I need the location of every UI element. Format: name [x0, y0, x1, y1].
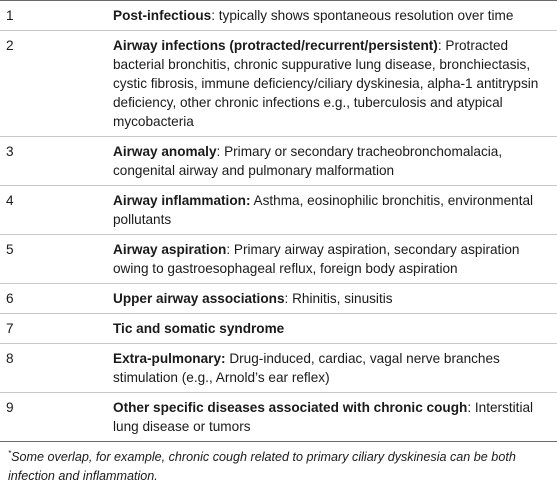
- footnote-marker: *: [8, 448, 12, 458]
- row-description: [113, 314, 557, 344]
- row-term: Airway infections (protracted/recurrent/persistent): [113, 38, 438, 53]
- row-term: Other specific diseases associated with chronic cough: [113, 400, 468, 415]
- row-description: [113, 284, 557, 314]
- table-row: [0, 393, 557, 442]
- row-description: [113, 137, 557, 186]
- row-text: typically shows spontaneous resolution over time: [214, 8, 514, 23]
- row-description: [113, 1, 557, 31]
- footnote-text: Some overlap, for example, chronic cough related to primary ciliary dyskinesia can be both infection and inflammation.: [8, 450, 516, 483]
- row-separator: :: [437, 38, 442, 53]
- table-footnote: [8, 448, 555, 486]
- row-text: Rhinitis, sinusitis: [288, 291, 393, 306]
- row-description: [113, 344, 557, 393]
- row-description: [113, 31, 557, 137]
- row-number: 4: [0, 186, 113, 235]
- row-description: [113, 235, 557, 284]
- table-row: [0, 31, 557, 137]
- row-number: 8: [0, 344, 113, 393]
- row-term: Post-infectious: [113, 8, 212, 23]
- row-number: 3: [0, 137, 113, 186]
- row-text: Primary airway aspiration, secondary aspiration owing to gastroesophageal reflux, foreign body aspiration: [113, 242, 520, 276]
- row-separator: :: [467, 400, 472, 415]
- table-row: [0, 344, 557, 393]
- row-text: Interstitial lung disease or tumors: [113, 400, 534, 434]
- row-text: Primary or secondary tracheobronchomalacia, congenital airway and pulmonary malformation: [113, 144, 503, 178]
- row-text: Protracted bacterial bronchitis, chronic suppurative lung disease, bronchiectasis, cystic fibrosis, immune deficiency/ciliary dyskinesia, alpha-1 antitrypsin deficiency, other chronic infections e.g., tuberculosis and atypical mycobacteria: [113, 38, 539, 129]
- row-separator: :: [284, 291, 289, 306]
- table-row: [0, 137, 557, 186]
- row-number: 5: [0, 235, 113, 284]
- table-row: [0, 284, 557, 314]
- row-description: [113, 186, 557, 235]
- table-row: [0, 186, 557, 235]
- table-row: [0, 314, 557, 344]
- table-row: [0, 235, 557, 284]
- row-number: 7: [0, 314, 113, 344]
- row-number: 2: [0, 31, 113, 137]
- row-term: Airway inflammation:: [113, 193, 251, 208]
- row-description: [113, 393, 557, 442]
- row-term: Airway aspiration: [113, 242, 227, 257]
- row-term: Upper airway associations: [113, 291, 285, 306]
- row-term: Tic and somatic syndrome: [113, 321, 285, 336]
- row-separator: :: [226, 242, 231, 257]
- row-number: 6: [0, 284, 113, 314]
- row-text: Drug-induced, cardiac, vagal nerve branches stimulation (e.g., Arnold’s ear reflex): [113, 351, 500, 385]
- row-number: 9: [0, 393, 113, 442]
- row-term: Airway anomaly: [113, 144, 217, 159]
- row-term: Extra-pulmonary:: [113, 351, 226, 366]
- row-text: Asthma, eosinophilic bronchitis, environmental pollutants: [113, 193, 534, 227]
- row-separator: :: [216, 144, 221, 159]
- row-number: 1: [0, 1, 113, 31]
- row-separator: :: [211, 8, 215, 23]
- table-row: [0, 1, 557, 31]
